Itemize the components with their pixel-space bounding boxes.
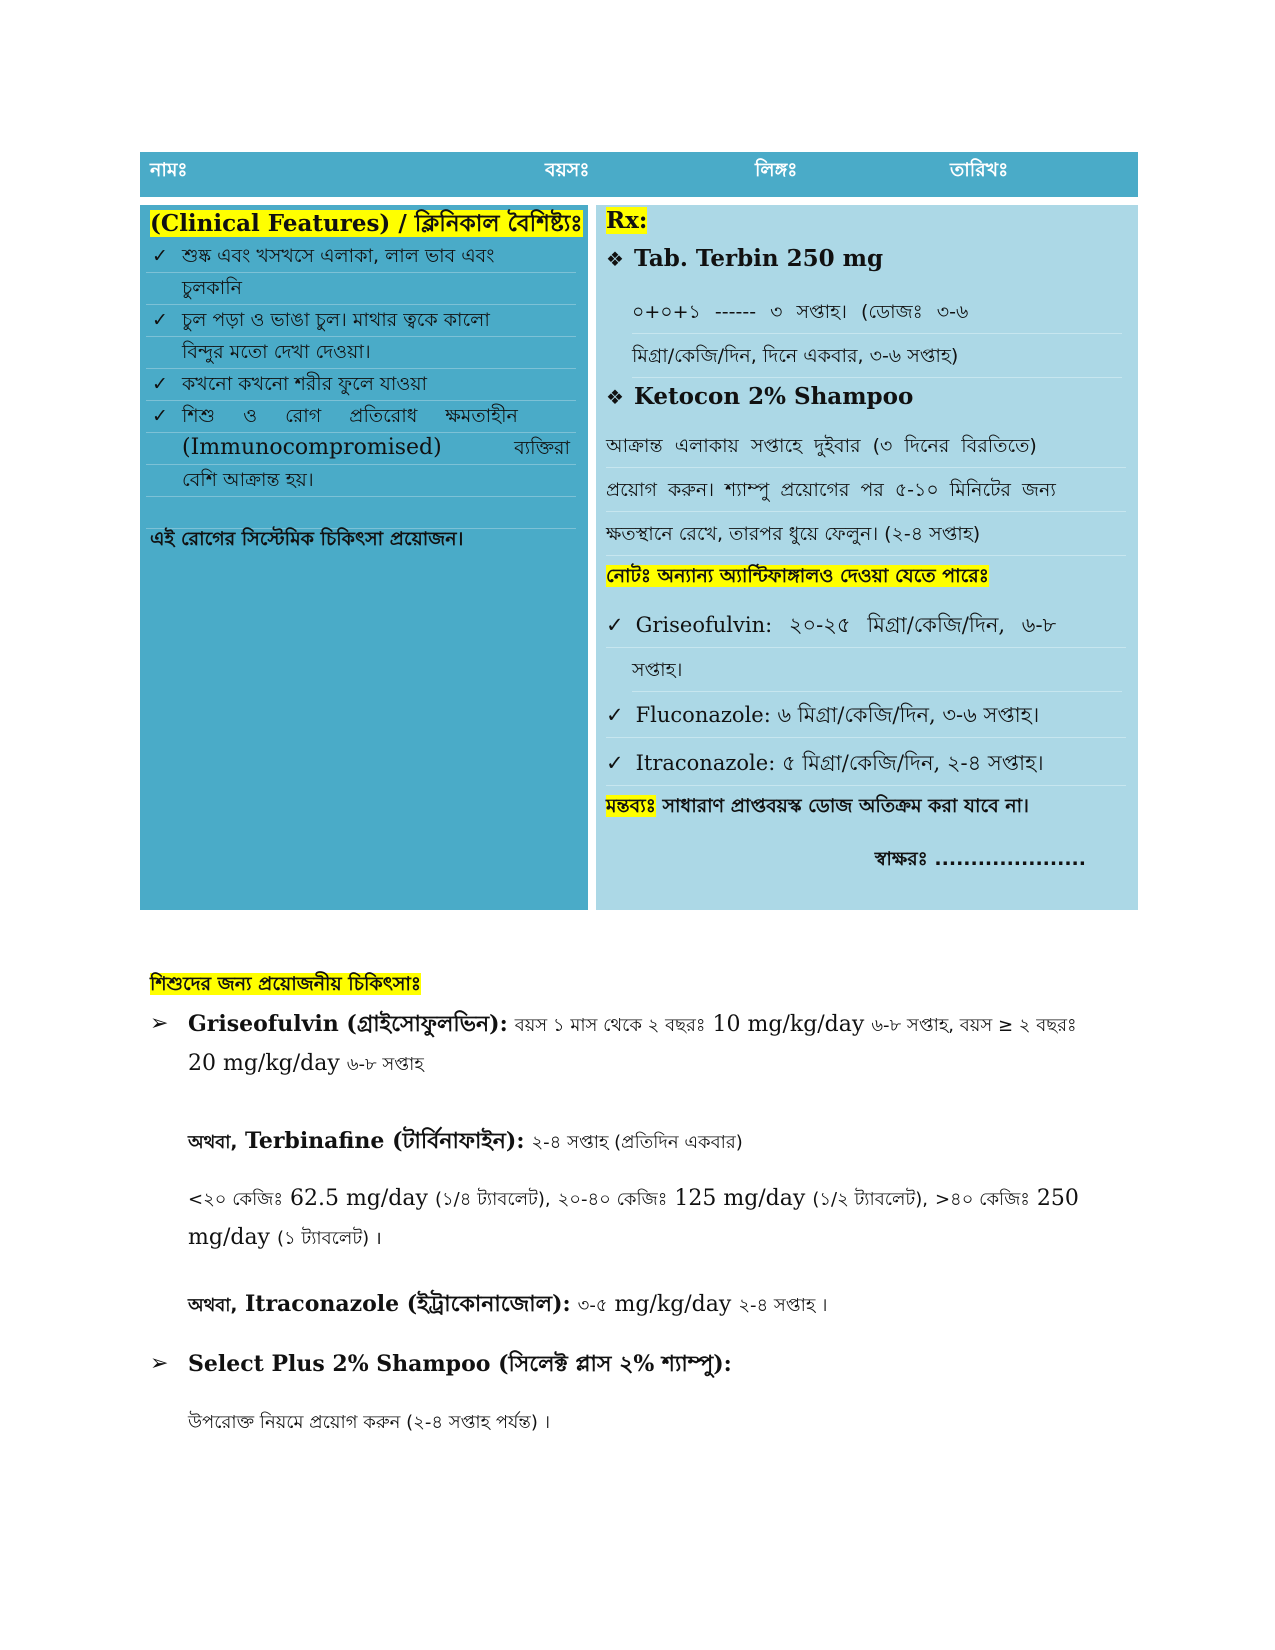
list-item-cont: চুলকানি [146,273,576,305]
date-label: তারিখঃ [950,159,1009,181]
drug2-instructions-cont: প্রয়োগ করুন। শ্যাম্পু প্রয়োগের পর ৫-১০ মিনিটের জন্য [606,471,1126,512]
griseofulvin-item: ➢ Griseofulvin (গ্রাইসোফুলভিন): বয়স ১ মাস থেকে ২ বছরঃ 10 mg/kg/day ৬-৮ সপ্তাহ, বয়স ≥ ২ বছরঃ 20 mg/kg/day ৬-৮ সপ্তাহ [150,1005,1135,1084]
list-item-cont: বেশি আক্রান্ত হয়। [146,465,576,497]
check-icon: ✓ [152,405,168,427]
list-item: ✓ কখনো কখনো শরীর ফুলে যাওয়া [146,369,576,401]
drug2-instructions: আক্রান্ত এলাকায় সপ্তাহে দুইবার (৩ দিনের বিরতিতে) [606,427,1126,468]
drug2-instructions-cont: ক্ষতস্থানে রেখে, তারপর ধুয়ে ফেলুন। (২-৪ সপ্তাহ) [606,515,1126,556]
check-icon: ✓ [152,373,168,395]
diamond-bullet-icon: ❖ [606,385,624,409]
patient-header [140,152,1138,197]
check-icon: ✓ [606,613,624,637]
list-item: ✓ শুষ্ক এবং খসখসে এলাকা, লাল ভাব এবং [146,241,576,273]
age-label: বয়সঃ [545,159,590,181]
clinical-features-title: (Clinical Features) / ক্লিনিকাল বৈশিষ্ট্যঃ [150,210,583,237]
alt-drug-item-cont: সপ্তাহ। [632,651,1122,692]
drug1-dose-cont: মিগ্রা/কেজি/দিন, দিনে একবার, ৩-৬ সপ্তাহ) [632,337,1122,378]
select-plus-instructions: উপরোক্ত নিয়মে প্রয়োগ করুন (২-৪ সপ্তাহ পর্যন্ত) । [188,1412,551,1433]
check-icon: ✓ [606,703,624,727]
name-label: নামঃ [150,159,188,181]
clinical-features-panel [140,205,588,910]
list-item: ✓ শিশু ও রোগ প্রতিরোধ ক্ষমতাহীন [146,401,576,433]
list-item-cont: বিন্দুর মতো দেখা দেওয়া। [146,337,576,369]
clinical-features-list [146,241,576,529]
alt-drug-item: ✓ Griseofulvin: ২০-২৫ মিগ্রা/কেজি/দিন, ৬-৮ [606,605,1126,648]
systemic-note: এই রোগের সিস্টেমিক চিকিৎসা প্রয়োজন। [150,528,464,550]
alt-drug-item: ✓ Fluconazole: ৬ মিগ্রা/কেজি/দিন, ৩-৬ সপ্তাহ। [606,695,1126,738]
select-plus-item: ➢ Select Plus 2% Shampoo (সিলেক্ট প্লাস ২% শ্যাম্পু): [150,1345,1135,1384]
drug-name: Ketocon 2% Shampoo [633,383,914,410]
diamond-bullet-icon: ❖ [606,247,624,271]
drug-item [606,245,1126,272]
check-icon: ✓ [152,309,168,331]
arrow-bullet-icon: ➢ [150,1351,169,1376]
drug-name: Tab. Terbin 250 mg [633,245,884,272]
comment: মন্তব্যঃ সাধারাণ প্রাপ্তবয়স্ক ডোজ অতিক্রম করা যাবে না। [606,795,1029,817]
alt-antifungal-note: নোটঃ অন্যান্য অ্যান্টিফাঙ্গালও দেওয়া যেতে পারেঃ [606,565,989,587]
terbinafine-item: অথবা, Terbinafine (টার্বিনাফাইন): ২-৪ সপ্তাহ (প্রতিদিন একবার) [188,1128,743,1154]
children-treatment-title: শিশুদের জন্য প্রয়োজনীয় চিকিৎসাঃ [150,973,422,995]
list-item: ✓ চুল পড়া ও ভাঙা চুল। মাথার ত্বকে কালো [146,305,576,337]
terbinafine-dose: <২০ কেজিঃ 62.5 mg/day (১/৪ ট্যাবলেট), ২০-৪০ কেজিঃ 125 mg/day (১/২ ট্যাবলেট), >৪০ কেজিঃ 250 mg/day (১ ট্যাবলেট) । [188,1186,1079,1250]
check-icon: ✓ [606,751,624,775]
itraconazole-item: অথবা, Itraconazole (ইট্রাকোনাজোল): ৩-৫ mg/kg/day ২-৪ সপ্তাহ । [188,1291,828,1317]
check-icon: ✓ [152,245,168,267]
drug-item [606,383,1126,410]
alt-drug-item: ✓ Itraconazole: ৫ মিগ্রা/কেজি/দিন, ২-৪ সপ্তাহ। [606,743,1126,786]
rx-label: Rx: [606,207,648,234]
gender-label: লিঙ্গঃ [755,159,798,181]
prescription-panel [596,205,1138,910]
signature-line: স্বাক্ষরঃ ..................... [874,848,1086,870]
arrow-bullet-icon: ➢ [150,1011,169,1036]
comment-label: মন্তব্যঃ [606,795,656,817]
list-item-cont: (Immunocompromised) ব্যক্তিরা [146,433,576,465]
drug1-dose: ০+০+১ ------ ৩ সপ্তাহ। (ডোজঃ ৩-৬ [632,293,1122,334]
